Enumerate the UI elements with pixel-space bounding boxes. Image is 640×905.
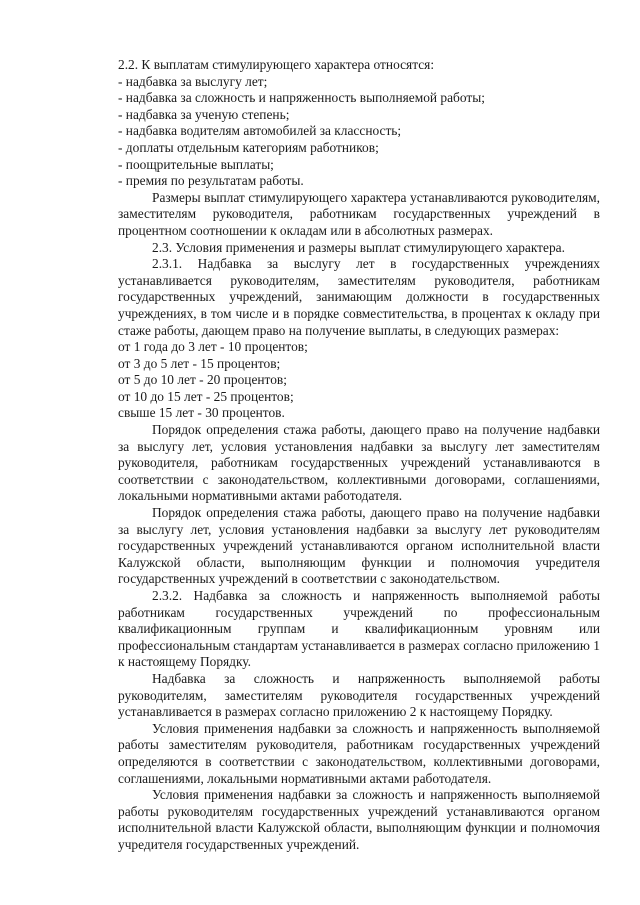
range-line: от 10 до 15 лет - 25 процентов;: [118, 388, 294, 404]
paragraph: Условия применения надбавки за сложность и напряженность выполняемой работы заместителям руководителя, работникам государственных учреждений определяются в соответствии с законодательством, коллективными договорами, соглашениями, локальными нормативными актами работодателя.: [118, 720, 600, 786]
range-line: свыше 15 лет - 30 процентов.: [118, 405, 285, 421]
list-item: - надбавка за сложность и напряженность выполняемой работы;: [118, 90, 485, 106]
list-item: - надбавка за выслугу лет;: [118, 73, 268, 89]
range-line: от 1 года до 3 лет - 10 процентов;: [118, 339, 308, 355]
paragraph-2-3-1: 2.3.1. Надбавка за выслугу лет в государственных учреждениях устанавливается руководителям, заместителям руководителя, работникам государственных учреждений, занимающим должности в государственных учреждениях, в том числе и в порядке совместительства, в процентах к окладу при стаже работы, дающем право на получение выплаты, в следующих размерах:: [118, 256, 600, 338]
range-line: от 3 до 5 лет - 15 процентов;: [118, 355, 281, 371]
paragraph: Условия применения надбавки за сложность и напряженность выполняемой работы руководителям государственных учреждений устанавливаются органом исполнительной власти Калужской области, выполняющим функции и полномочия учредителя государственных учреждений.: [118, 787, 600, 852]
list-item: - надбавка за ученую степень;: [118, 106, 290, 122]
list-item: - премия по результатам работы.: [118, 173, 304, 189]
paragraph-2-3-2: 2.3.2. Надбавка за сложность и напряженность выполняемой работы работникам государственных учреждений по профессиональным квалификационным группам и квалификационным уровням или профессиональным стандартам устанавливается в размерах согласно приложению 1 к настоящему Порядку.: [118, 588, 600, 670]
list-item: - доплаты отдельным категориям работников;: [118, 139, 379, 155]
list-item: - поощрительные выплаты;: [118, 156, 274, 172]
paragraph: Размеры выплат стимулирующего характера устанавливаются руководителям, заместителям руководителя, работникам государственных учреждений в процентном соотношении к окладам или в абсолютных размерах.: [118, 189, 600, 238]
paragraph: Порядок определения стажа работы, дающего право на получение надбавки за выслугу лет, условия установления надбавки за выслугу лет руководителям государственных учреждений устанавливаются органом исполнительной власти Калужской области, выполняющим функции и полномочия учредителя государственных учреждений в соответствии с законодательством.: [118, 505, 600, 587]
range-line: от 5 до 10 лет - 20 процентов;: [118, 372, 287, 388]
section-heading-2-2: 2.2. К выплатам стимулирующего характера относятся:: [118, 57, 435, 72]
paragraph: Надбавка за сложность и напряженность выполняемой работы руководителям, заместителям руководителя государственных учреждений устанавливается в размерах согласно приложению 2 к настоящему Порядку.: [118, 670, 600, 720]
list-item: - надбавка водителям автомобилей за классность;: [118, 123, 402, 139]
section-heading-2-3: 2.3. Условия применения и размеры выплат стимулирующего характера.: [152, 239, 565, 255]
paragraph: Порядок определения стажа работы, дающего право на получение надбавки за выслугу лет, условия установления надбавки за выслугу лет заместителям руководителя, работникам государственных учреждений устанавливаются в соответствии с законодательством, коллективными договорами, соглашениями, локальными нормативными актами работодателя.: [118, 422, 600, 504]
document-page: [118, 57, 600, 854]
